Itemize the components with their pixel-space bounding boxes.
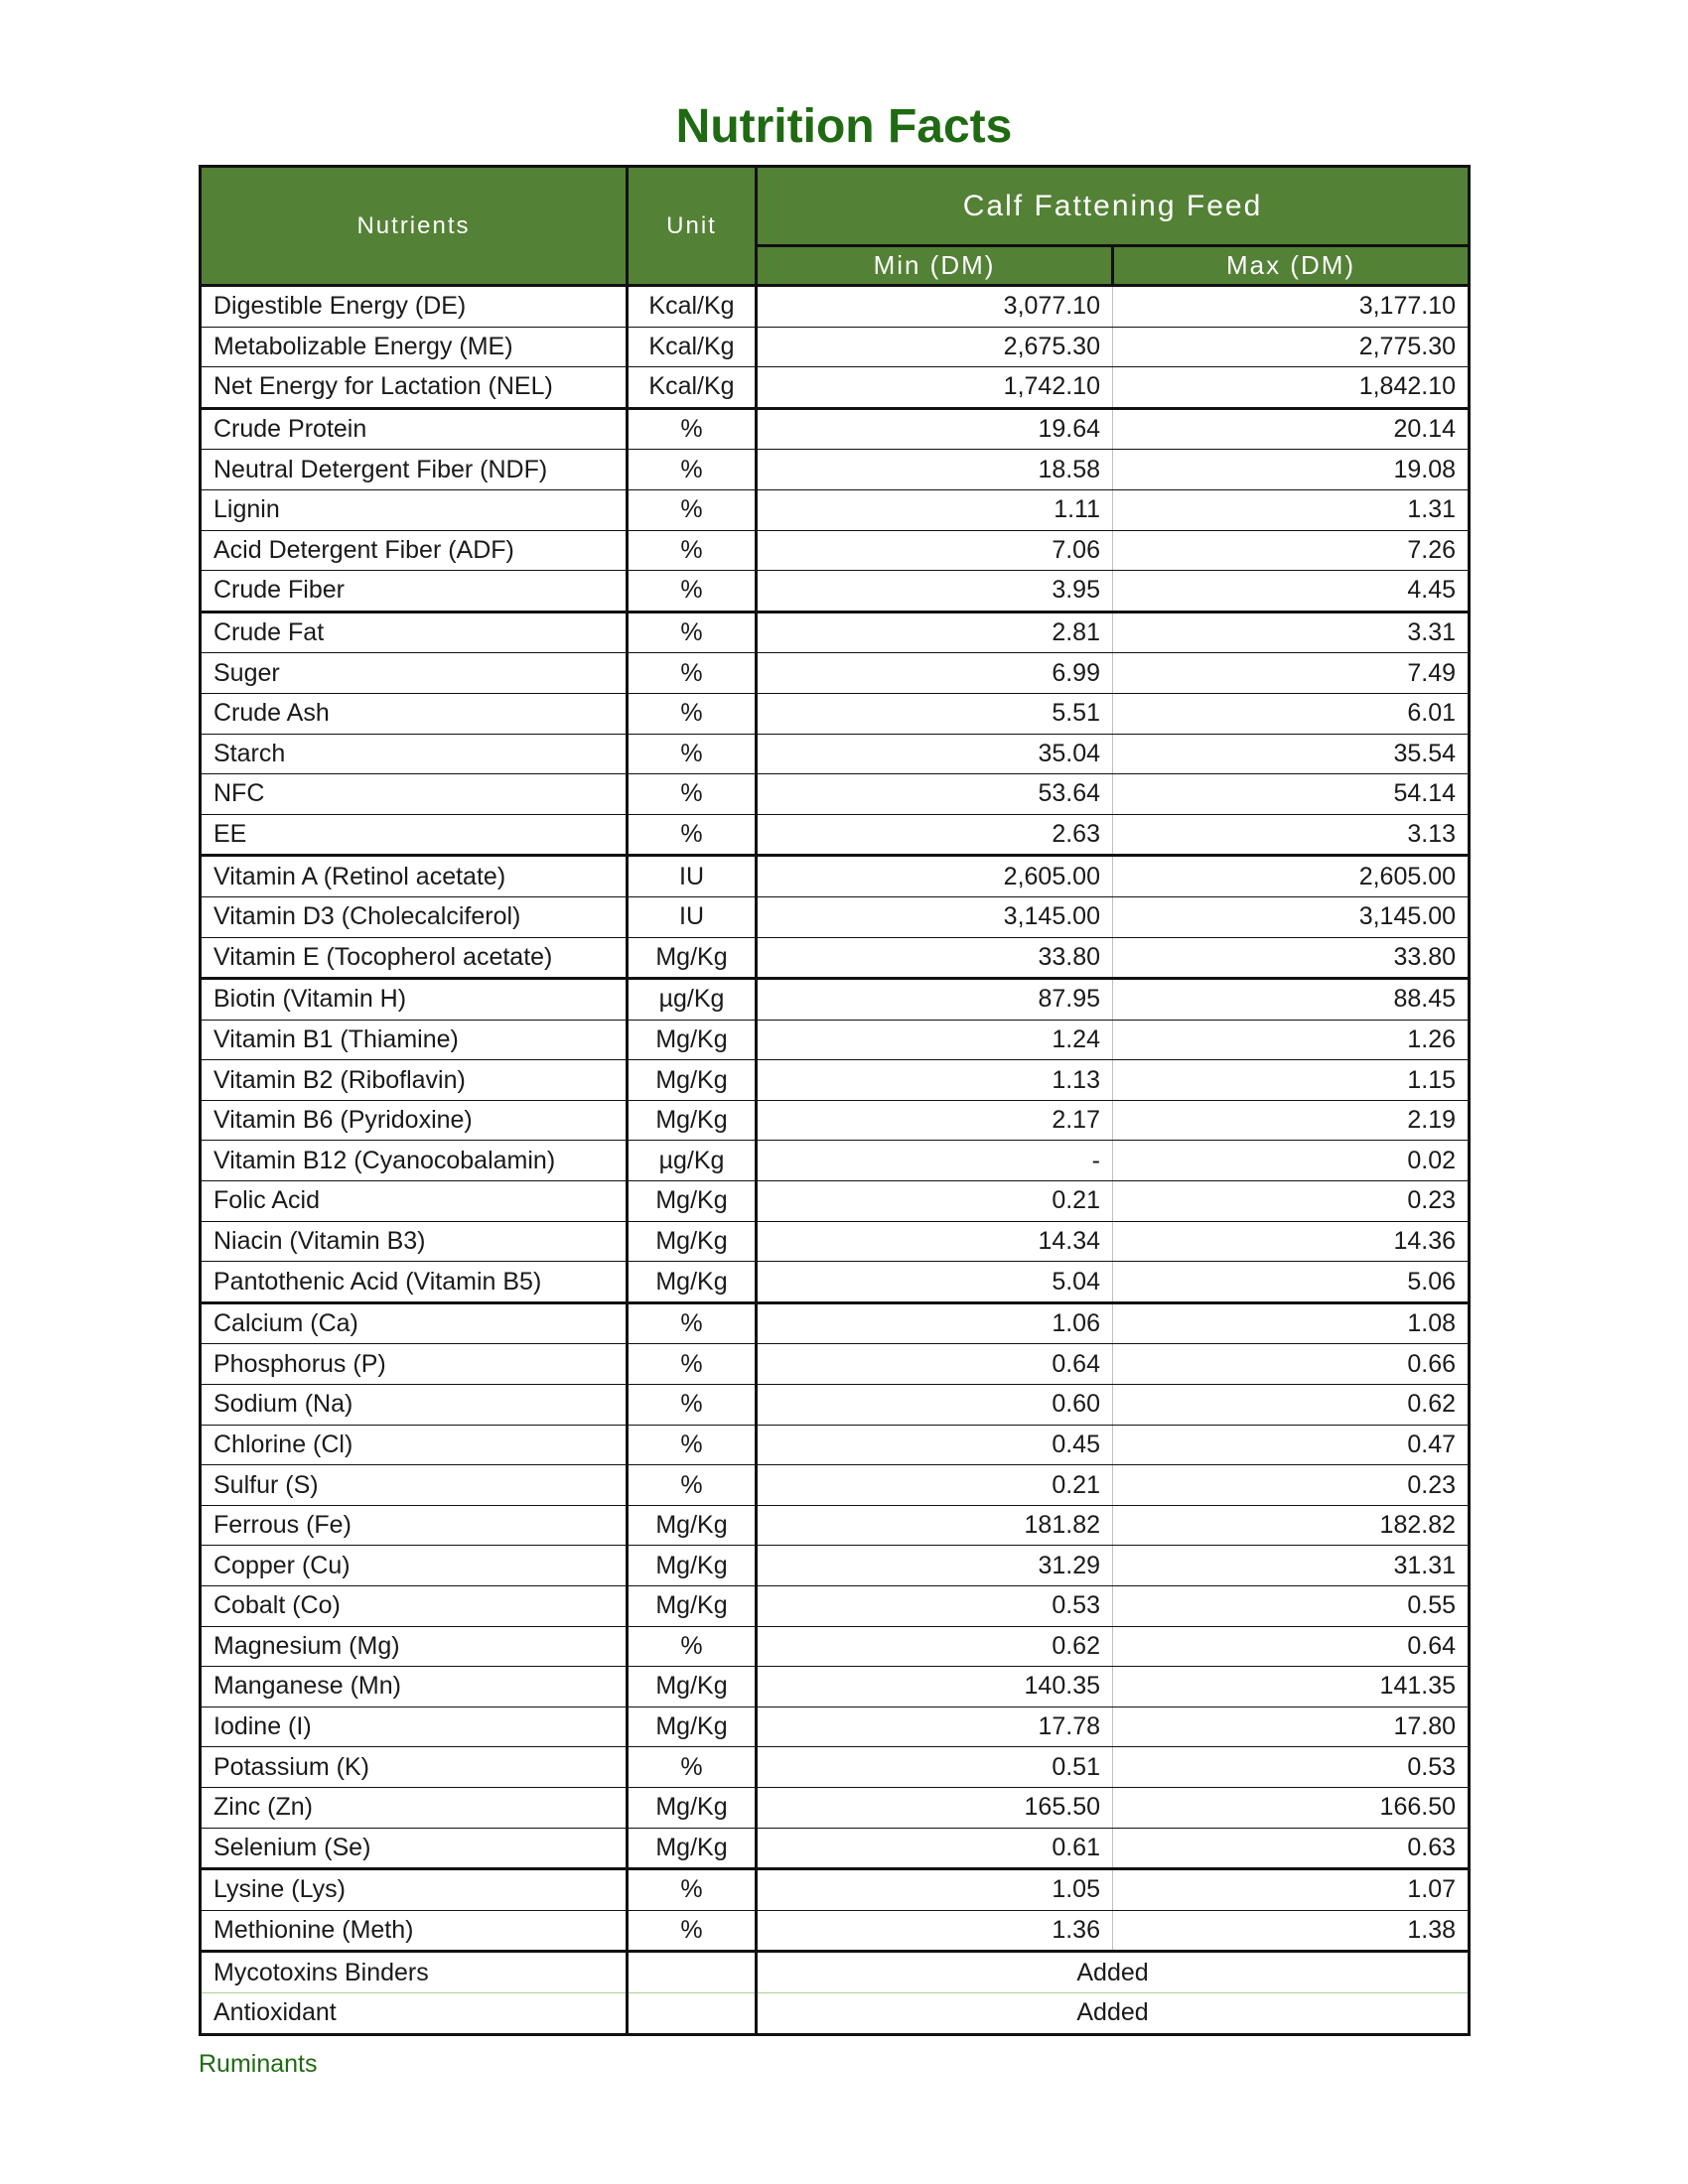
additive-unit — [628, 1992, 757, 2034]
nutrient-max: 1.38 — [1113, 1910, 1470, 1952]
nutrient-min: 1.11 — [757, 489, 1113, 530]
table-row — [201, 286, 1470, 328]
nutrient-unit: Mg/Kg — [628, 1787, 757, 1828]
nutrient-min: 0.62 — [757, 1626, 1113, 1667]
nutrient-unit: % — [628, 1344, 757, 1385]
nutrient-name: Suger — [201, 653, 628, 694]
nutrient-min: 0.21 — [757, 1465, 1113, 1506]
nutrient-unit: % — [628, 1302, 757, 1344]
nutrient-name: EE — [201, 814, 628, 856]
nutrient-max: 2.19 — [1113, 1100, 1470, 1141]
nutrient-max: 0.66 — [1113, 1344, 1470, 1385]
nutrient-name: Net Energy for Lactation (NEL) — [201, 367, 628, 409]
nutrient-name: Chlorine (Cl) — [201, 1425, 628, 1465]
table-row — [201, 814, 1470, 856]
table-row — [201, 979, 1470, 1021]
table-row — [201, 1385, 1470, 1426]
table-row — [201, 1952, 1470, 1993]
nutrient-unit: % — [628, 530, 757, 571]
nutrient-name: Methionine (Meth) — [201, 1910, 628, 1952]
nutrient-unit: % — [628, 1747, 757, 1788]
nutrient-max: 3,145.00 — [1113, 896, 1470, 937]
nutrient-min: 6.99 — [757, 653, 1113, 694]
table-row — [201, 1626, 1470, 1667]
nutrient-name: Zinc (Zn) — [201, 1787, 628, 1828]
table-row — [201, 1910, 1470, 1952]
header-nutrients: Nutrients — [201, 167, 628, 286]
nutrient-name: Lignin — [201, 489, 628, 530]
table-row — [201, 612, 1470, 653]
nutrient-max: 3,177.10 — [1113, 286, 1470, 328]
table-row — [201, 367, 1470, 409]
nutrient-min: 0.53 — [757, 1586, 1113, 1627]
nutrient-name: Vitamin E (Tocopherol acetate) — [201, 937, 628, 979]
table-row — [201, 1181, 1470, 1222]
nutrient-name: Crude Protein — [201, 408, 628, 450]
nutrient-min: 1.24 — [757, 1020, 1113, 1060]
nutrient-max: 4.45 — [1113, 571, 1470, 613]
nutrient-min: 181.82 — [757, 1505, 1113, 1546]
table-row — [201, 1100, 1470, 1141]
table-row — [201, 408, 1470, 450]
nutrient-unit: Mg/Kg — [628, 1060, 757, 1101]
nutrient-min: 3,077.10 — [757, 286, 1113, 328]
nutrient-max: 0.23 — [1113, 1181, 1470, 1222]
nutrient-unit: % — [628, 1465, 757, 1506]
nutrient-name: Vitamin B1 (Thiamine) — [201, 1020, 628, 1060]
nutrient-max: 7.26 — [1113, 530, 1470, 571]
table-row — [201, 1141, 1470, 1181]
additive-name: Antioxidant — [201, 1992, 628, 2034]
nutrient-max: 2,775.30 — [1113, 327, 1470, 367]
nutrition-table — [199, 165, 1471, 2036]
nutrient-name: Vitamin B6 (Pyridoxine) — [201, 1100, 628, 1141]
nutrient-name: Iodine (I) — [201, 1706, 628, 1747]
nutrient-max: 0.55 — [1113, 1586, 1470, 1627]
nutrient-name: Sodium (Na) — [201, 1385, 628, 1426]
additive-value: Added — [757, 1992, 1470, 2034]
page-title: Nutrition Facts — [675, 100, 1013, 153]
nutrient-max: 3.31 — [1113, 612, 1470, 653]
nutrient-name: Folic Acid — [201, 1181, 628, 1222]
nutrient-min: 2,605.00 — [757, 856, 1113, 897]
nutrient-name: Selenium (Se) — [201, 1828, 628, 1869]
nutrient-name: Cobalt (Co) — [201, 1586, 628, 1627]
nutrient-min: 2.81 — [757, 612, 1113, 653]
nutrient-unit: Mg/Kg — [628, 1667, 757, 1707]
nutrient-min: 165.50 — [757, 1787, 1113, 1828]
nutrient-max: 141.35 — [1113, 1667, 1470, 1707]
nutrient-max: 0.02 — [1113, 1141, 1470, 1181]
nutrient-min: 0.51 — [757, 1747, 1113, 1788]
nutrient-name: Vitamin B2 (Riboflavin) — [201, 1060, 628, 1101]
nutrient-min: 3,145.00 — [757, 896, 1113, 937]
nutrient-unit: Mg/Kg — [628, 1706, 757, 1747]
nutrient-max: 54.14 — [1113, 774, 1470, 815]
nutrient-name: Potassium (K) — [201, 1747, 628, 1788]
nutrient-min: 1.13 — [757, 1060, 1113, 1101]
nutrient-min: 35.04 — [757, 734, 1113, 774]
table-row — [201, 1747, 1470, 1788]
nutrient-max: 182.82 — [1113, 1505, 1470, 1546]
nutrient-max: 0.53 — [1113, 1747, 1470, 1788]
nutrient-name: Sulfur (S) — [201, 1465, 628, 1506]
nutrient-min: 17.78 — [757, 1706, 1113, 1747]
nutrient-min: 0.21 — [757, 1181, 1113, 1222]
nutrient-name: Crude Fat — [201, 612, 628, 653]
nutrient-max: 20.14 — [1113, 408, 1470, 450]
table-row — [201, 327, 1470, 367]
table-row — [201, 693, 1470, 734]
nutrient-min: 1.05 — [757, 1869, 1113, 1911]
nutrient-unit: Mg/Kg — [628, 1020, 757, 1060]
nutrient-unit: Mg/Kg — [628, 1546, 757, 1586]
table-row — [201, 1706, 1470, 1747]
nutrient-min: 5.51 — [757, 693, 1113, 734]
nutrient-unit: % — [628, 612, 757, 653]
nutrient-unit: % — [628, 1385, 757, 1426]
nutrient-max: 88.45 — [1113, 979, 1470, 1021]
nutrient-min: 1.06 — [757, 1302, 1113, 1344]
nutrient-name: Digestible Energy (DE) — [201, 286, 628, 328]
nutrient-max: 2,605.00 — [1113, 856, 1470, 897]
nutrient-max: 1.26 — [1113, 1020, 1470, 1060]
nutrient-max: 7.49 — [1113, 653, 1470, 694]
header-max: Max (DM) — [1113, 246, 1470, 286]
nutrient-max: 0.63 — [1113, 1828, 1470, 1869]
table-row — [201, 734, 1470, 774]
nutrient-name: Niacin (Vitamin B3) — [201, 1221, 628, 1262]
nutrient-unit: % — [628, 489, 757, 530]
nutrient-unit: % — [628, 1910, 757, 1952]
header-feed: Calf Fattening Feed — [757, 167, 1470, 246]
table-row — [201, 856, 1470, 897]
nutrient-name: Vitamin B12 (Cyanocobalamin) — [201, 1141, 628, 1181]
nutrient-max: 19.08 — [1113, 450, 1470, 490]
table-row — [201, 896, 1470, 937]
nutrient-name: NFC — [201, 774, 628, 815]
nutrient-unit: % — [628, 653, 757, 694]
nutrient-name: Pantothenic Acid (Vitamin B5) — [201, 1262, 628, 1303]
nutrient-max: 1.31 — [1113, 489, 1470, 530]
nutrient-min: 18.58 — [757, 450, 1113, 490]
nutrient-min: 5.04 — [757, 1262, 1113, 1303]
nutrient-unit: Mg/Kg — [628, 1505, 757, 1546]
nutrient-name: Lysine (Lys) — [201, 1869, 628, 1911]
nutrient-min: 0.45 — [757, 1425, 1113, 1465]
nutrient-max: 3.13 — [1113, 814, 1470, 856]
nutrient-min: - — [757, 1141, 1113, 1181]
nutrient-unit: IU — [628, 856, 757, 897]
nutrient-unit: % — [628, 1425, 757, 1465]
nutrient-unit: % — [628, 693, 757, 734]
table-row — [201, 1425, 1470, 1465]
nutrient-min: 0.64 — [757, 1344, 1113, 1385]
nutrient-unit: % — [628, 734, 757, 774]
nutrient-unit: Kcal/Kg — [628, 286, 757, 328]
nutrient-max: 31.31 — [1113, 1546, 1470, 1586]
nutrient-min: 19.64 — [757, 408, 1113, 450]
nutrient-name: Neutral Detergent Fiber (NDF) — [201, 450, 628, 490]
nutrient-unit: % — [628, 1626, 757, 1667]
nutrient-max: 1.08 — [1113, 1302, 1470, 1344]
table-row — [201, 1020, 1470, 1060]
table-row — [201, 1667, 1470, 1707]
nutrient-unit: % — [628, 814, 757, 856]
table-row — [201, 530, 1470, 571]
nutrient-name: Magnesium (Mg) — [201, 1626, 628, 1667]
nutrient-name: Crude Fiber — [201, 571, 628, 613]
nutrient-min: 53.64 — [757, 774, 1113, 815]
table-row — [201, 1828, 1470, 1869]
table-row — [201, 450, 1470, 490]
header-min: Min (DM) — [757, 246, 1113, 286]
nutrient-max: 0.62 — [1113, 1385, 1470, 1426]
table-row — [201, 937, 1470, 979]
nutrient-unit: Mg/Kg — [628, 1262, 757, 1303]
nutrient-unit: Mg/Kg — [628, 1100, 757, 1141]
table-row — [201, 1586, 1470, 1627]
additive-value: Added — [757, 1952, 1470, 1993]
nutrient-min: 14.34 — [757, 1221, 1113, 1262]
nutrient-name: Vitamin A (Retinol acetate) — [201, 856, 628, 897]
nutrient-max: 1.07 — [1113, 1869, 1470, 1911]
table-row — [201, 1787, 1470, 1828]
table-row — [201, 1869, 1470, 1911]
table-row — [201, 571, 1470, 613]
table-row — [201, 1262, 1470, 1303]
table-row — [201, 1221, 1470, 1262]
nutrient-min: 2.63 — [757, 814, 1113, 856]
nutrient-max: 17.80 — [1113, 1706, 1470, 1747]
nutrient-name: Vitamin D3 (Cholecalciferol) — [201, 896, 628, 937]
nutrient-min: 1,742.10 — [757, 367, 1113, 409]
header-unit: Unit — [628, 167, 757, 286]
nutrient-unit: Kcal/Kg — [628, 327, 757, 367]
nutrient-unit: Mg/Kg — [628, 1221, 757, 1262]
nutrient-name: Starch — [201, 734, 628, 774]
nutrient-min: 7.06 — [757, 530, 1113, 571]
nutrient-max: 166.50 — [1113, 1787, 1470, 1828]
nutrient-max: 1,842.10 — [1113, 367, 1470, 409]
table-row — [201, 1344, 1470, 1385]
nutrient-unit: µg/Kg — [628, 979, 757, 1021]
nutrient-unit: Mg/Kg — [628, 1586, 757, 1627]
nutrient-max: 0.47 — [1113, 1425, 1470, 1465]
nutrient-min: 140.35 — [757, 1667, 1113, 1707]
table-row — [201, 489, 1470, 530]
nutrient-min: 0.60 — [757, 1385, 1113, 1426]
nutrient-min: 31.29 — [757, 1546, 1113, 1586]
table-row — [201, 1992, 1470, 2034]
nutrient-name: Manganese (Mn) — [201, 1667, 628, 1707]
nutrient-unit: % — [628, 774, 757, 815]
nutrient-name: Calcium (Ca) — [201, 1302, 628, 1344]
nutrient-name: Acid Detergent Fiber (ADF) — [201, 530, 628, 571]
footer-label: Ruminants — [199, 2050, 318, 2078]
nutrient-min: 3.95 — [757, 571, 1113, 613]
nutrient-max: 5.06 — [1113, 1262, 1470, 1303]
nutrient-min: 0.61 — [757, 1828, 1113, 1869]
table-row — [201, 1060, 1470, 1101]
nutrient-max: 14.36 — [1113, 1221, 1470, 1262]
nutrient-unit: Mg/Kg — [628, 1828, 757, 1869]
nutrient-unit: % — [628, 450, 757, 490]
nutrient-name: Biotin (Vitamin H) — [201, 979, 628, 1021]
nutrient-unit: Mg/Kg — [628, 1181, 757, 1222]
table-row — [201, 1546, 1470, 1586]
table-row — [201, 653, 1470, 694]
additive-name: Mycotoxins Binders — [201, 1952, 628, 1993]
nutrient-max: 0.64 — [1113, 1626, 1470, 1667]
table-row — [201, 1505, 1470, 1546]
nutrient-max: 1.15 — [1113, 1060, 1470, 1101]
nutrient-max: 6.01 — [1113, 693, 1470, 734]
table-row — [201, 1465, 1470, 1506]
nutrient-max: 0.23 — [1113, 1465, 1470, 1506]
nutrient-min: 2.17 — [757, 1100, 1113, 1141]
additive-unit — [628, 1952, 757, 1993]
nutrient-min: 33.80 — [757, 937, 1113, 979]
table-row — [201, 1302, 1470, 1344]
nutrient-unit: % — [628, 408, 757, 450]
nutrient-unit: IU — [628, 896, 757, 937]
nutrient-min: 2,675.30 — [757, 327, 1113, 367]
nutrient-unit: % — [628, 571, 757, 613]
nutrient-name: Metabolizable Energy (ME) — [201, 327, 628, 367]
nutrient-name: Ferrous (Fe) — [201, 1505, 628, 1546]
nutrient-unit: µg/Kg — [628, 1141, 757, 1181]
nutrient-name: Crude Ash — [201, 693, 628, 734]
nutrient-name: Copper (Cu) — [201, 1546, 628, 1586]
nutrient-name: Phosphorus (P) — [201, 1344, 628, 1385]
nutrient-unit: Mg/Kg — [628, 937, 757, 979]
nutrient-max: 33.80 — [1113, 937, 1470, 979]
nutrient-unit: % — [628, 1869, 757, 1911]
nutrient-max: 35.54 — [1113, 734, 1470, 774]
nutrition-table-body — [201, 286, 1470, 2035]
nutrient-min: 87.95 — [757, 979, 1113, 1021]
table-row — [201, 774, 1470, 815]
nutrient-min: 1.36 — [757, 1910, 1113, 1952]
nutrient-unit: Kcal/Kg — [628, 367, 757, 409]
